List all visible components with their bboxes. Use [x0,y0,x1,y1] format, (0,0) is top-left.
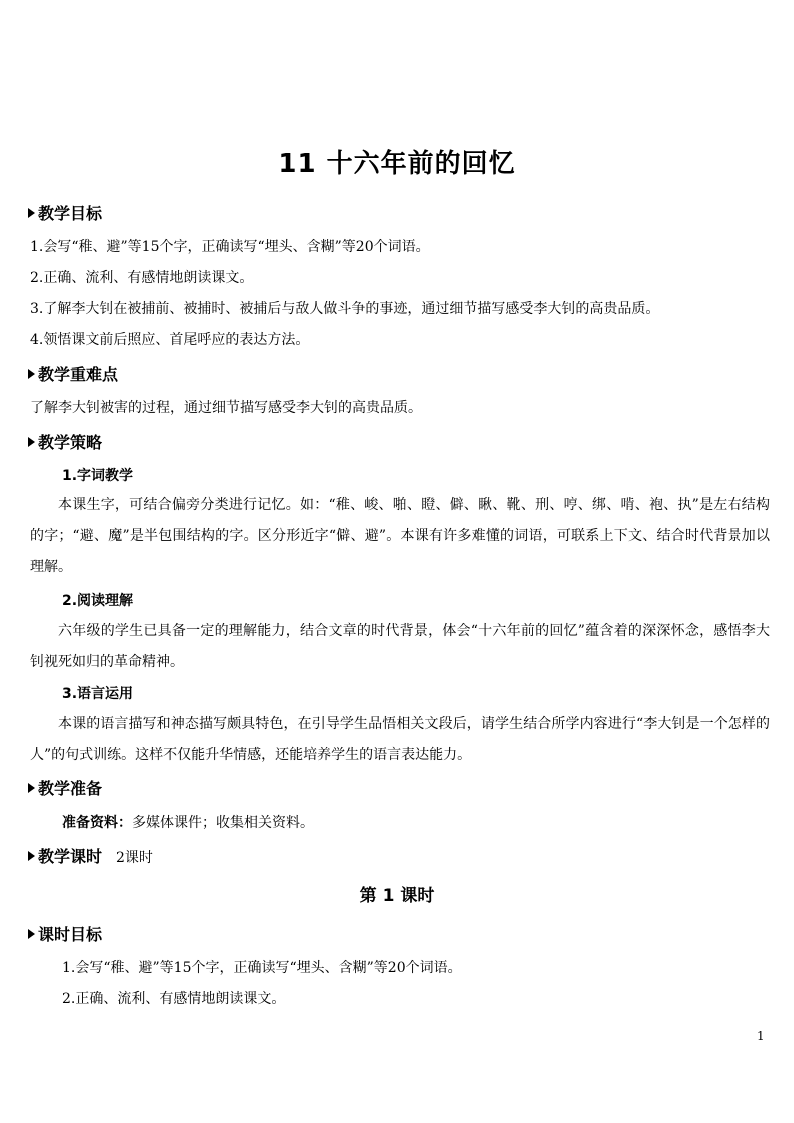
heading-text: 课时目标 [38,925,103,944]
heading-text: 教学课时 [38,847,103,866]
section-heading-key-points [28,363,118,387]
lesson-goal-item-2: 2.正确、流利、有感情地朗读课文。 [62,991,286,1007]
strategy-paragraph-2: 六年级的学生已具备一定的理解能力，结合文章的时代背景，体会“十六年前的回忆”蕴含着的深深怀念，感悟李大钊视死如归的革命精神。 [30,623,770,670]
section-heading-periods [28,845,153,870]
goal-item-4: 4.领悟课文前后照应、首尾呼应的表达方法。 [30,332,310,348]
section-heading-strategy [28,431,102,455]
goal-item-2: 2.正确、流利、有感情地朗读课文。 [30,270,254,286]
periods-value: 2课时 [116,850,153,866]
goal-item-1: 1.会写“稚、避”等15个字，正确读写“埋头、含糊”等20个词语。 [30,239,430,255]
heading-text: 教学策略 [38,433,103,452]
page-title: 11 十六年前的回忆 [278,149,516,179]
triangle-bullet-icon [28,437,35,447]
triangle-bullet-icon [28,929,35,939]
section-heading-lesson-goals [28,923,102,947]
heading-text: 教学准备 [38,779,103,798]
triangle-bullet-icon [28,208,35,218]
triangle-bullet-icon [28,851,35,861]
heading-text: 教学重难点 [38,365,119,384]
preparation-line [62,812,314,834]
goal-item-3: 3.了解李大钊在被捕前、被捕时、被捕后与敌人做斗争的事迹，通过细节描写感受李大钊的高贵品质。 [30,301,660,317]
heading-text: 教学目标 [38,204,103,223]
preparation-label: 准备资料： [62,815,132,831]
section-heading-preparation [28,777,102,801]
page-number: 1 [757,1029,765,1043]
strategy-subheading-1: 1.字词教学 [62,468,134,484]
lesson-goal-item-1: 1.会写“稚、避”等15个字，正确读写“埋头、含糊”等20个词语。 [62,960,462,976]
strategy-paragraph-3: 本课的语言描写和神态描写颇具特色，在引导学生品悟相关文段后，请学生结合所学内容进行“李大钊是一个怎样的人”的句式训练。这样不仅能升华情感，还能培养学生的语言表达能力。 [30,716,770,763]
key-points-text: 了解李大钊被害的过程，通过细节描写感受李大钊的高贵品质。 [30,400,422,416]
triangle-bullet-icon [28,369,35,379]
triangle-bullet-icon [28,783,35,793]
strategy-paragraph-1: 本课生字，可结合偏旁分类进行记忆。如：“稚、峻、啪、瞪、僻、瞅、靴、刑、哼、绑、啃、袍、执”是左右结构的字；“避、魔”是半包围结构的字。区分形近字“僻、避”。本课有许多难懂的词语，可联系上下文、结合时代背景加以理解。 [30,497,770,575]
lesson-title: 第 1 课时 [359,886,435,906]
strategy-subheading-2: 2.阅读理解 [62,593,134,609]
strategy-subheading-3: 3.语言运用 [62,686,134,702]
section-heading-goals [28,202,102,226]
preparation-text: 多媒体课件；收集相关资料。 [132,815,314,831]
